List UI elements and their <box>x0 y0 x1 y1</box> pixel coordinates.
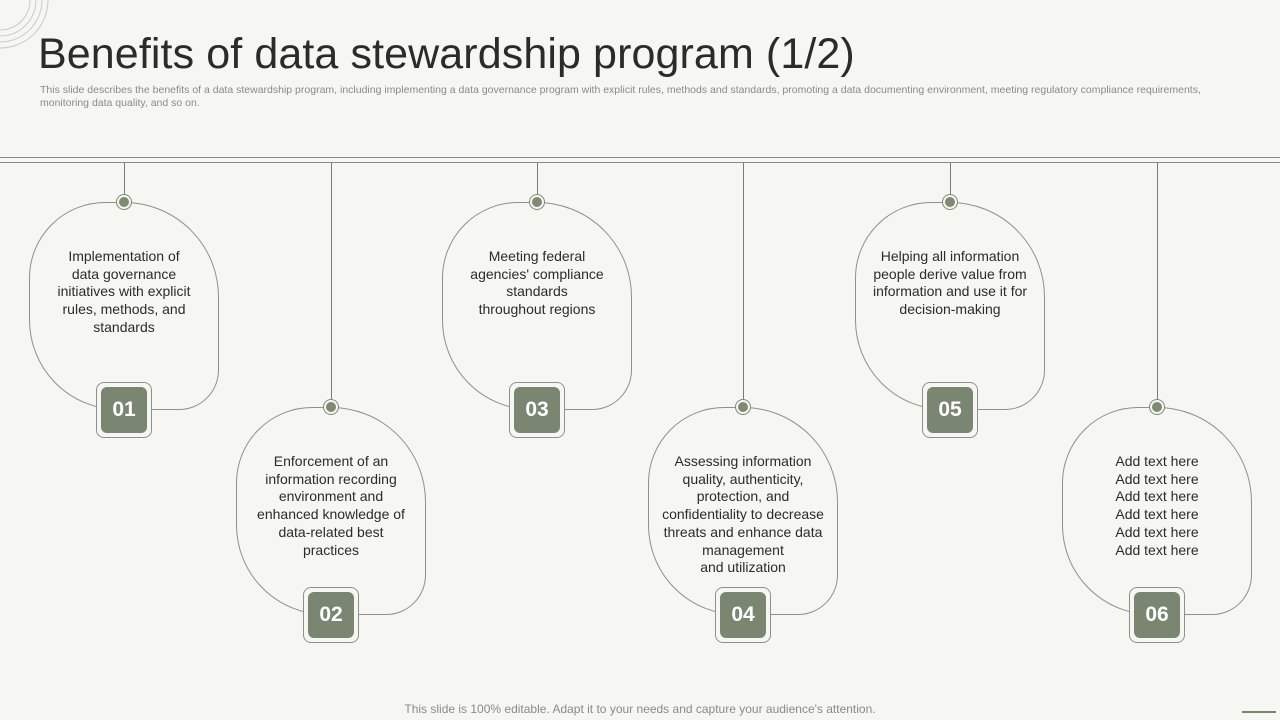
pin-dot <box>117 195 131 209</box>
benefit-text-line: data-related best <box>278 523 384 540</box>
pin-dot <box>943 195 957 209</box>
benefit-text-line: enhanced knowledge of <box>257 506 405 523</box>
benefit-text <box>655 453 831 577</box>
benefit-text-line: threats and enhance data <box>663 523 823 540</box>
number-badge-frame <box>303 587 359 643</box>
benefit-text-line: and utilization <box>700 559 786 576</box>
number-badge-frame <box>1129 587 1185 643</box>
benefit-text-line: confidentiality to decrease <box>662 506 824 523</box>
benefit-text-line: standards <box>506 283 568 300</box>
pin-dot <box>324 400 338 414</box>
benefit-text-line: Add text here <box>1115 506 1199 523</box>
benefit-text-line: information and use it for <box>872 283 1028 300</box>
benefit-text-line: Implementation of <box>68 248 180 264</box>
benefit-text-line: Add text here <box>1115 541 1199 558</box>
page-title: Benefits of data stewardship program (1/2) <box>38 30 855 78</box>
number-badge: 03 <box>514 387 560 433</box>
connector-line <box>743 163 744 407</box>
benefit-text-line: quality, authenticity, <box>682 470 804 487</box>
connector-line <box>331 163 332 407</box>
benefit-text-line: throughout regions <box>478 301 596 318</box>
corner-accent-line <box>1242 711 1276 713</box>
number-badge-frame <box>922 382 978 438</box>
connector-line <box>1157 163 1158 407</box>
benefit-text-line: practices <box>302 541 360 558</box>
number-badge: 02 <box>308 592 354 638</box>
page-subtitle: This slide describes the benefits of a data stewardship program, including implementing a data governance program with explicit rules, methods and standards, promoting a data documenting environment, meeting regulatory compliance requirements, monitoring data quality, and so on. <box>40 84 1201 109</box>
number-badge-frame <box>509 382 565 438</box>
benefit-text-line: Add text here <box>1115 488 1199 505</box>
benefit-text-line: management <box>702 541 784 558</box>
pin-dot <box>530 195 544 209</box>
benefit-text <box>1069 453 1245 559</box>
benefit-text-line: protection, and <box>696 488 790 505</box>
number-badge: 01 <box>101 387 147 433</box>
benefit-text-line: Add text here <box>1115 470 1199 487</box>
benefit-text-line: people derive value from <box>873 265 1027 282</box>
footer-note: This slide is 100% editable. Adapt it to your needs and capture your audience's attention. <box>404 702 876 716</box>
benefit-text-line: Helping all information <box>880 248 1020 264</box>
benefit-text-line: agencies' compliance <box>470 265 604 282</box>
number-badge: 04 <box>720 592 766 638</box>
benefit-text-line: Add text here <box>1115 523 1199 540</box>
pin-dot <box>736 400 750 414</box>
benefit-text-line: Assessing information <box>674 453 812 469</box>
benefit-text <box>449 248 625 319</box>
benefit-text-line: decision-making <box>899 301 1001 318</box>
benefit-text-line: environment and <box>278 488 384 505</box>
benefit-text-line: data governance <box>71 265 177 282</box>
benefit-text-line: standards <box>93 318 155 335</box>
pin-dot <box>1150 400 1164 414</box>
benefit-text-line: Add text here <box>1115 453 1199 469</box>
benefit-text-line: rules, methods, and <box>62 301 186 318</box>
number-badge: 06 <box>1134 592 1180 638</box>
timeline-rail <box>0 157 1280 163</box>
benefit-text-line: Enforcement of an <box>273 453 389 469</box>
number-badge-frame <box>715 587 771 643</box>
benefit-text <box>862 248 1038 319</box>
number-badge-frame <box>96 382 152 438</box>
benefit-text-line: information recording <box>265 470 397 487</box>
number-badge: 05 <box>927 387 973 433</box>
benefit-text-line: Meeting federal <box>488 248 586 264</box>
benefit-text <box>36 248 212 337</box>
benefit-text-line: initiatives with explicit <box>57 283 191 300</box>
benefit-text <box>243 453 419 559</box>
